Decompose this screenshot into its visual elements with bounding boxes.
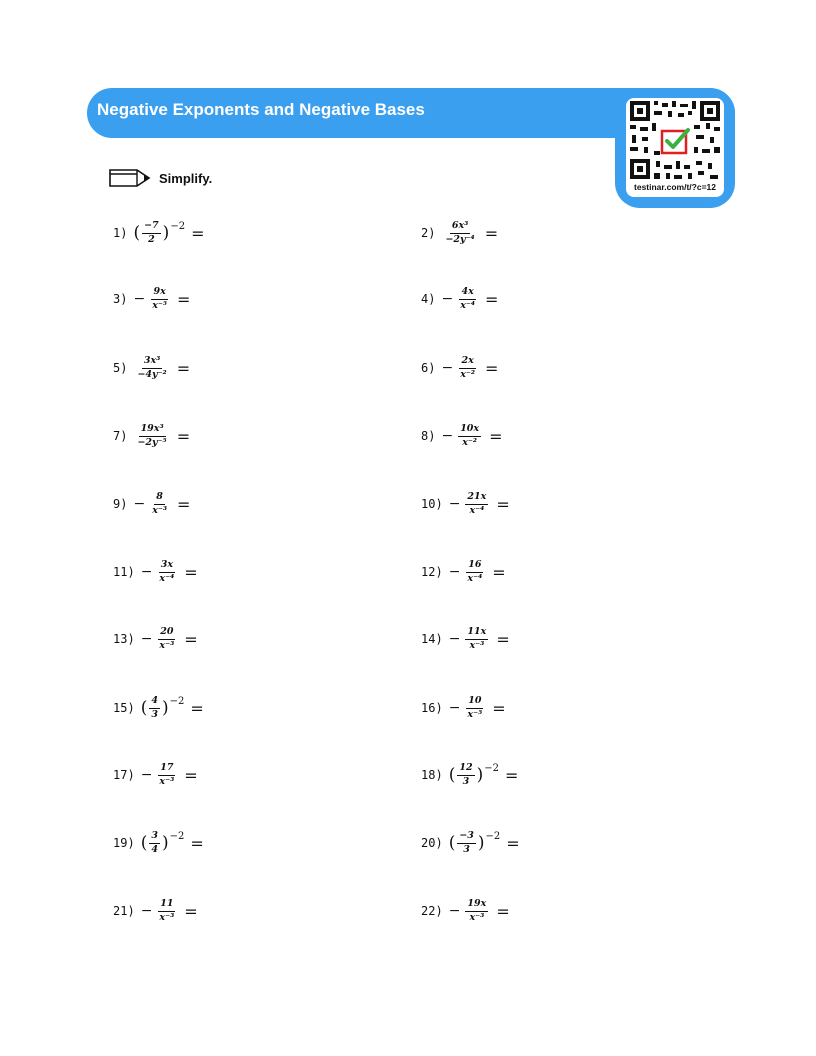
- fraction: [149, 831, 160, 855]
- fraction-numerator: 9x: [151, 287, 167, 299]
- problem-expression: [441, 287, 498, 311]
- negative-sign: −: [140, 631, 153, 647]
- fraction-numerator: 21x: [465, 492, 488, 504]
- fraction: [150, 492, 169, 516]
- equals-sign: =: [190, 833, 204, 853]
- problem-number: 21): [113, 904, 135, 918]
- problem-number: 5): [113, 361, 128, 375]
- problem-number: 9): [113, 497, 128, 511]
- fraction: [157, 627, 176, 651]
- equals-sign: =: [184, 562, 198, 582]
- fraction-denominator: 2: [148, 233, 155, 245]
- problem-expression: [449, 696, 506, 720]
- problem-item: [421, 823, 520, 863]
- problem-item: [421, 416, 502, 456]
- problem-number: 8): [421, 429, 436, 443]
- problem-expression: [441, 356, 498, 380]
- problem-item: [421, 619, 510, 659]
- fraction-denominator: 3: [151, 708, 158, 720]
- problem-number: 12): [421, 565, 443, 579]
- equals-sign: =: [191, 223, 205, 243]
- problem-expression: [133, 287, 190, 311]
- fraction-numerator: 20: [158, 627, 175, 639]
- problem-number: 3): [113, 292, 128, 306]
- problem-expression: [141, 627, 198, 651]
- problem-expression: [141, 696, 204, 720]
- fraction: [157, 899, 176, 923]
- open-paren: (: [448, 764, 456, 785]
- qr-card: [626, 98, 724, 197]
- close-paren: ): [161, 697, 169, 718]
- equals-sign: =: [496, 901, 510, 921]
- fraction-denominator: x⁻⁴: [460, 299, 476, 311]
- problem-item: [113, 348, 190, 388]
- problem-item: [113, 213, 204, 253]
- fraction-numerator: 12: [457, 763, 474, 775]
- fraction-numerator: 8: [154, 492, 165, 504]
- fraction-numerator: 3x³: [142, 356, 162, 368]
- problem-item: [421, 552, 506, 592]
- negative-sign: −: [448, 631, 461, 647]
- problem-number: 2): [421, 226, 436, 240]
- fraction: [458, 356, 477, 380]
- fraction-numerator: 4: [149, 696, 160, 708]
- problem-expression: [141, 831, 204, 855]
- equals-sign: =: [177, 494, 191, 514]
- problem-item: [113, 688, 204, 728]
- negative-sign: −: [140, 903, 153, 919]
- fraction: [157, 560, 176, 584]
- fraction-denominator: x⁻⁴: [469, 504, 485, 516]
- fraction: [465, 492, 488, 516]
- fraction: [465, 899, 488, 923]
- problem-item: [421, 688, 506, 728]
- problem-item: [113, 755, 198, 795]
- fraction: [135, 424, 168, 448]
- negative-sign: −: [140, 564, 153, 580]
- problem-number: 16): [421, 701, 443, 715]
- fraction-numerator: 3: [149, 831, 160, 843]
- fraction-numerator: 6x³: [450, 221, 470, 233]
- exponent: −2: [170, 220, 186, 232]
- fraction-denominator: x⁻⁵: [467, 708, 483, 720]
- problem-expression: [141, 560, 198, 584]
- problem-item: [421, 891, 510, 931]
- problem-number: 7): [113, 429, 128, 443]
- equals-sign: =: [485, 358, 499, 378]
- equals-sign: =: [492, 562, 506, 582]
- fraction-denominator: x⁻³: [159, 775, 175, 787]
- fraction-denominator: −2y⁻⁵: [137, 436, 167, 448]
- equals-sign: =: [504, 765, 519, 785]
- fraction-denominator: x⁻³: [469, 911, 485, 923]
- fraction-denominator: x⁻⁴: [467, 572, 483, 584]
- fraction-denominator: 3: [462, 775, 470, 787]
- negative-sign: −: [140, 767, 153, 783]
- fraction-numerator: 19x: [465, 899, 488, 911]
- fraction: [458, 287, 477, 311]
- problem-item: [421, 279, 498, 319]
- fraction-numerator: 2x: [459, 356, 475, 368]
- problem-expression: [449, 831, 520, 855]
- fraction: [457, 763, 474, 787]
- negative-sign: −: [133, 291, 146, 307]
- equals-sign: =: [485, 289, 499, 309]
- negative-sign: −: [133, 496, 146, 512]
- problem-expression: [133, 356, 190, 380]
- problem-number: 13): [113, 632, 135, 646]
- equals-sign: =: [176, 358, 191, 378]
- problem-item: [113, 823, 204, 863]
- fraction-denominator: x⁻⁴: [159, 572, 175, 584]
- fraction-numerator: 17: [158, 763, 175, 775]
- open-paren: (: [133, 222, 141, 243]
- fraction-numerator: 10x: [458, 424, 481, 436]
- equals-sign: =: [176, 426, 191, 446]
- fraction: [458, 424, 481, 448]
- pencil-icon: [109, 168, 151, 188]
- fraction-denominator: −2y⁻⁴: [445, 233, 475, 245]
- page-title: Negative Exponents and Negative Bases: [97, 100, 425, 119]
- problem-expression: [141, 763, 198, 787]
- equals-sign: =: [506, 833, 520, 853]
- equals-sign: =: [190, 698, 204, 718]
- fraction-denominator: x⁻³: [159, 639, 175, 651]
- close-paren: ): [476, 764, 484, 785]
- problem-item: [113, 619, 198, 659]
- fraction-numerator: −7: [142, 221, 161, 233]
- problem-number: 14): [421, 632, 443, 646]
- problem-number: 4): [421, 292, 436, 306]
- exponent: −2: [485, 830, 501, 842]
- equals-sign: =: [184, 629, 198, 649]
- problem-number: 18): [421, 768, 443, 782]
- fraction-denominator: x⁻³: [469, 639, 485, 651]
- negative-sign: −: [441, 360, 454, 376]
- fraction-denominator: x⁻³: [159, 911, 175, 923]
- fraction: [465, 696, 484, 720]
- problem-item: [421, 484, 510, 524]
- problem-item: [421, 348, 498, 388]
- fraction-denominator: −4y⁻²: [137, 368, 167, 380]
- fraction-numerator: 16: [466, 560, 483, 572]
- fraction: [157, 763, 176, 787]
- problem-expression: [133, 221, 204, 245]
- fraction-denominator: x⁻²: [462, 436, 478, 448]
- problem-item: [113, 552, 198, 592]
- qr-code-icon: [630, 101, 720, 181]
- negative-sign: −: [441, 428, 454, 444]
- fraction: [457, 831, 476, 855]
- fraction-numerator: −3: [457, 831, 476, 843]
- close-paren: ): [477, 832, 485, 853]
- fraction-denominator: 4: [151, 843, 158, 855]
- fraction: [465, 627, 488, 651]
- fraction-numerator: 4x: [459, 287, 475, 299]
- problem-number: 1): [113, 226, 128, 240]
- fraction: [135, 356, 168, 380]
- negative-sign: −: [441, 291, 454, 307]
- fraction-numerator: 19x³: [139, 424, 166, 436]
- problem-number: 11): [113, 565, 135, 579]
- problem-expression: [441, 221, 498, 245]
- equals-sign: =: [496, 629, 510, 649]
- fraction-numerator: 11: [158, 899, 175, 911]
- fraction-denominator: x⁻⁵: [152, 299, 168, 311]
- problem-expression: [441, 424, 502, 448]
- instruction-text: Simplify.: [159, 170, 213, 186]
- equals-sign: =: [184, 765, 198, 785]
- problem-expression: [449, 492, 510, 516]
- exponent: −2: [484, 762, 499, 774]
- problem-item: [421, 755, 518, 795]
- equals-sign: =: [177, 289, 191, 309]
- open-paren: (: [140, 832, 148, 853]
- fraction-numerator: 11x: [465, 627, 488, 639]
- open-paren: (: [140, 697, 148, 718]
- problem-expression: [449, 763, 519, 787]
- close-paren: ): [162, 222, 170, 243]
- problem-item: [113, 484, 190, 524]
- problem-number: 22): [421, 904, 443, 918]
- problem-item: [113, 416, 190, 456]
- problem-number: 20): [421, 836, 443, 850]
- qr-url-text: testinar.com/t/?c=12: [634, 182, 716, 192]
- negative-sign: −: [448, 700, 461, 716]
- problem-item: [113, 891, 198, 931]
- problem-item: [113, 279, 190, 319]
- problem-expression: [133, 492, 190, 516]
- fraction-denominator: x⁻²: [460, 368, 476, 380]
- problem-expression: [449, 560, 506, 584]
- fraction: [142, 221, 161, 245]
- problem-expression: [449, 627, 510, 651]
- fraction: [465, 560, 484, 584]
- problem-number: 17): [113, 768, 135, 782]
- equals-sign: =: [496, 494, 510, 514]
- problem-number: 10): [421, 497, 443, 511]
- fraction: [150, 287, 169, 311]
- equals-sign: =: [492, 698, 506, 718]
- fraction: [149, 696, 160, 720]
- exponent: −2: [169, 830, 185, 842]
- problem-item: [421, 213, 498, 253]
- problem-expression: [141, 899, 198, 923]
- fraction: [443, 221, 476, 245]
- problem-number: 15): [113, 701, 135, 715]
- equals-sign: =: [489, 426, 503, 446]
- problem-expression: [133, 424, 190, 448]
- fraction-numerator: 3x: [159, 560, 175, 572]
- negative-sign: −: [448, 903, 461, 919]
- fraction-numerator: 10: [466, 696, 483, 708]
- negative-sign: −: [448, 564, 461, 580]
- exponent: −2: [169, 695, 185, 707]
- qr-panel: [615, 88, 735, 208]
- equals-sign: =: [484, 223, 499, 243]
- fraction-denominator: x⁻³: [152, 504, 168, 516]
- problem-expression: [449, 899, 510, 923]
- problem-number: 6): [421, 361, 436, 375]
- fraction-denominator: 3: [463, 843, 470, 855]
- equals-sign: =: [184, 901, 198, 921]
- open-paren: (: [448, 832, 456, 853]
- problem-number: 19): [113, 836, 135, 850]
- instruction: [109, 166, 212, 190]
- negative-sign: −: [448, 496, 461, 512]
- close-paren: ): [161, 832, 169, 853]
